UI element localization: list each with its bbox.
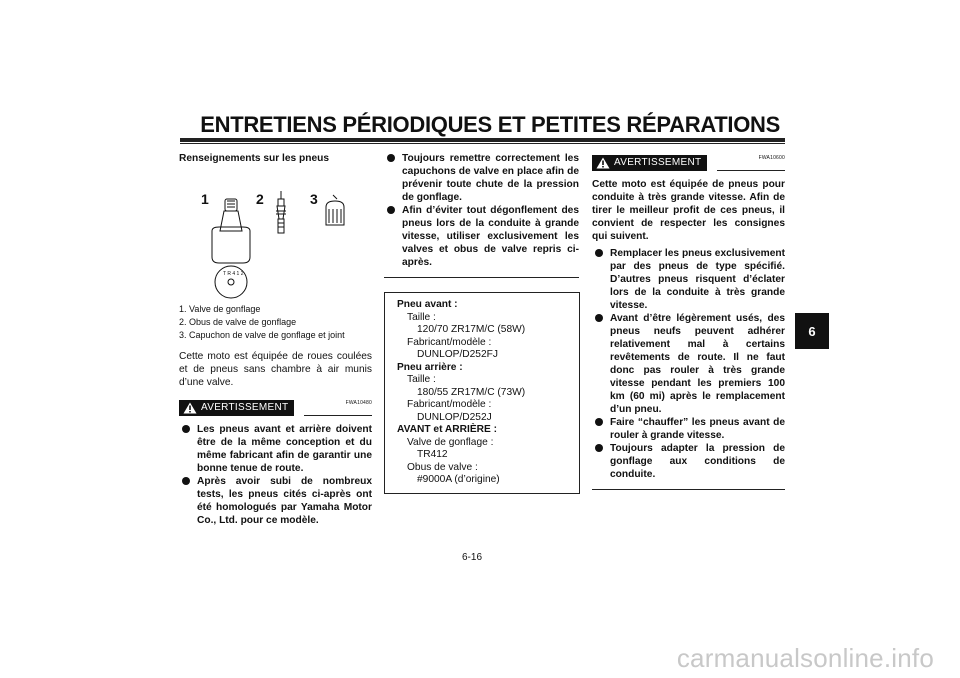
- list-item: Avant d’être légèrement usés, des pneus neufs peuvent adhérer relativement mal à certains revêtements de route. Il ne faut donc pas rouler à très grande vitesse pendant les premiers 100 km (60 mi) après le remplacement d’un pneu.: [592, 312, 785, 416]
- both-tires-title: AVANT et ARRIÈRE :: [397, 424, 497, 435]
- warning-code: FWA10600: [758, 155, 785, 161]
- bullet-icon: [387, 154, 395, 162]
- front-maker-label: Fabricant/modèle :: [407, 336, 492, 348]
- valve-core-label: Obus de valve :: [407, 461, 478, 473]
- bullet-icon: [595, 418, 603, 426]
- chapter-tab: 6: [795, 313, 829, 349]
- rear-tire-title: Pneu arrière :: [397, 361, 463, 373]
- bullet-icon: [182, 425, 190, 433]
- warning-label: AVERTISSEMENT: [614, 157, 702, 168]
- column-right: [592, 152, 785, 490]
- tire-spec-box: [384, 292, 580, 494]
- front-maker-value: DUNLOP/D252FJ: [417, 349, 498, 360]
- list-item: Remplacer les pneus exclusivement par des pneus de type spécifié. D’autres pneus risquent d’éclater lors de la conduite à très grande vitesse.: [592, 247, 785, 312]
- bullet-icon: [595, 444, 603, 452]
- figure-label-3: 3: [310, 191, 318, 207]
- list-item: Toujours adapter la pression de gonflage aux conditions de conduite.: [592, 442, 785, 481]
- warning-intro: Cette moto est équipée de pneus pour conduite à très grande vitesse. Afin de tirer le meilleur profit de ces pneus, il convient de respecter les consignes qui suivent.: [592, 179, 785, 242]
- bullet-icon: [595, 314, 603, 322]
- caption-2: 2. Obus de valve de gonflage: [179, 317, 297, 327]
- front-size-value: 120/70 ZR17M/C (58W): [417, 324, 526, 335]
- bullet-icon: [387, 206, 395, 214]
- warning-bullets-continued: [384, 152, 579, 269]
- column-middle: [384, 152, 579, 494]
- section-heading: Renseignements sur les pneus: [179, 153, 330, 164]
- warning-code: FWA10480: [345, 400, 372, 406]
- page-title: ENTRETIENS PÉRIODIQUES ET PETITES RÉPARATIONS: [200, 112, 780, 137]
- warning-header: [179, 397, 372, 419]
- figure-captions: [179, 303, 372, 342]
- list-item: Faire “chauffer” les pneus avant de rouler à grande vitesse.: [592, 416, 785, 442]
- list-item: Les pneus avant et arrière doivent être de la même conception et du même fabricant afin de garantir une bonne tenue de route.: [179, 423, 372, 475]
- list-item: Afin d’éviter tout dégonflement des pneus lors de la conduite à grande vitesse, utiliser exclusivement les valves et obus de valve repris ci-après.: [384, 204, 579, 269]
- header-rule: [180, 138, 785, 142]
- svg-text:T R 4 1 2: T R 4 1 2: [223, 271, 244, 277]
- warning-label: AVERTISSEMENT: [201, 402, 289, 413]
- tire-valve-illustration: [179, 171, 372, 299]
- intro-paragraph: Cette moto est équipée de roues coulées et de pneus sans chambre à air munis d’une valve.: [179, 351, 372, 388]
- warning-end-rule: [592, 489, 785, 490]
- page-number: 6-16: [462, 552, 483, 563]
- rear-maker-value: DUNLOP/D252J: [417, 411, 492, 423]
- warning-rule: [304, 415, 372, 416]
- warning-badge: [592, 155, 707, 171]
- warning-bullets: [179, 423, 372, 527]
- rear-maker-label: Fabricant/modèle :: [407, 399, 492, 410]
- list-item: Après avoir subi de nombreux tests, les pneus cités ci-après ont été homologués par Yamaha Motor Co., Ltd. pour ce modèle.: [179, 475, 372, 527]
- rear-size-value: 180/55 ZR17M/C (73W): [417, 386, 526, 398]
- front-tire-title: Pneu avant :: [397, 299, 458, 310]
- list-item: Toujours remettre correctement les capuchons de valve en place afin de prévenir toute chute de la pression de gonflage.: [384, 152, 579, 204]
- valve-figure: [179, 171, 372, 299]
- figure-label-2: 2: [256, 191, 264, 207]
- column-left: [179, 152, 372, 527]
- figure-label-1: 1: [201, 191, 209, 207]
- bullet-icon: [595, 249, 603, 257]
- caption-3: 3. Capuchon de valve de gonflage et joint: [179, 330, 345, 340]
- valve-core-value: #9000A (d’origine): [417, 474, 500, 485]
- front-size-label: Taille :: [407, 311, 436, 323]
- warning-end-rule: [384, 277, 579, 278]
- warning-bullets: [592, 247, 785, 481]
- warning-badge: [179, 400, 294, 416]
- valve-label: Valve de gonflage :: [407, 436, 494, 448]
- rear-size-label: Taille :: [407, 374, 436, 385]
- caption-1: 1. Valve de gonflage: [179, 304, 261, 314]
- warning-triangle-icon: [183, 402, 197, 414]
- watermark: carmanualsonline.info: [676, 643, 934, 673]
- warning-header: [592, 152, 785, 174]
- header-rule-thin: [180, 143, 785, 144]
- bullet-icon: [182, 477, 190, 485]
- valve-value: TR412: [417, 449, 448, 460]
- warning-rule: [717, 170, 785, 171]
- warning-triangle-icon: [596, 157, 610, 169]
